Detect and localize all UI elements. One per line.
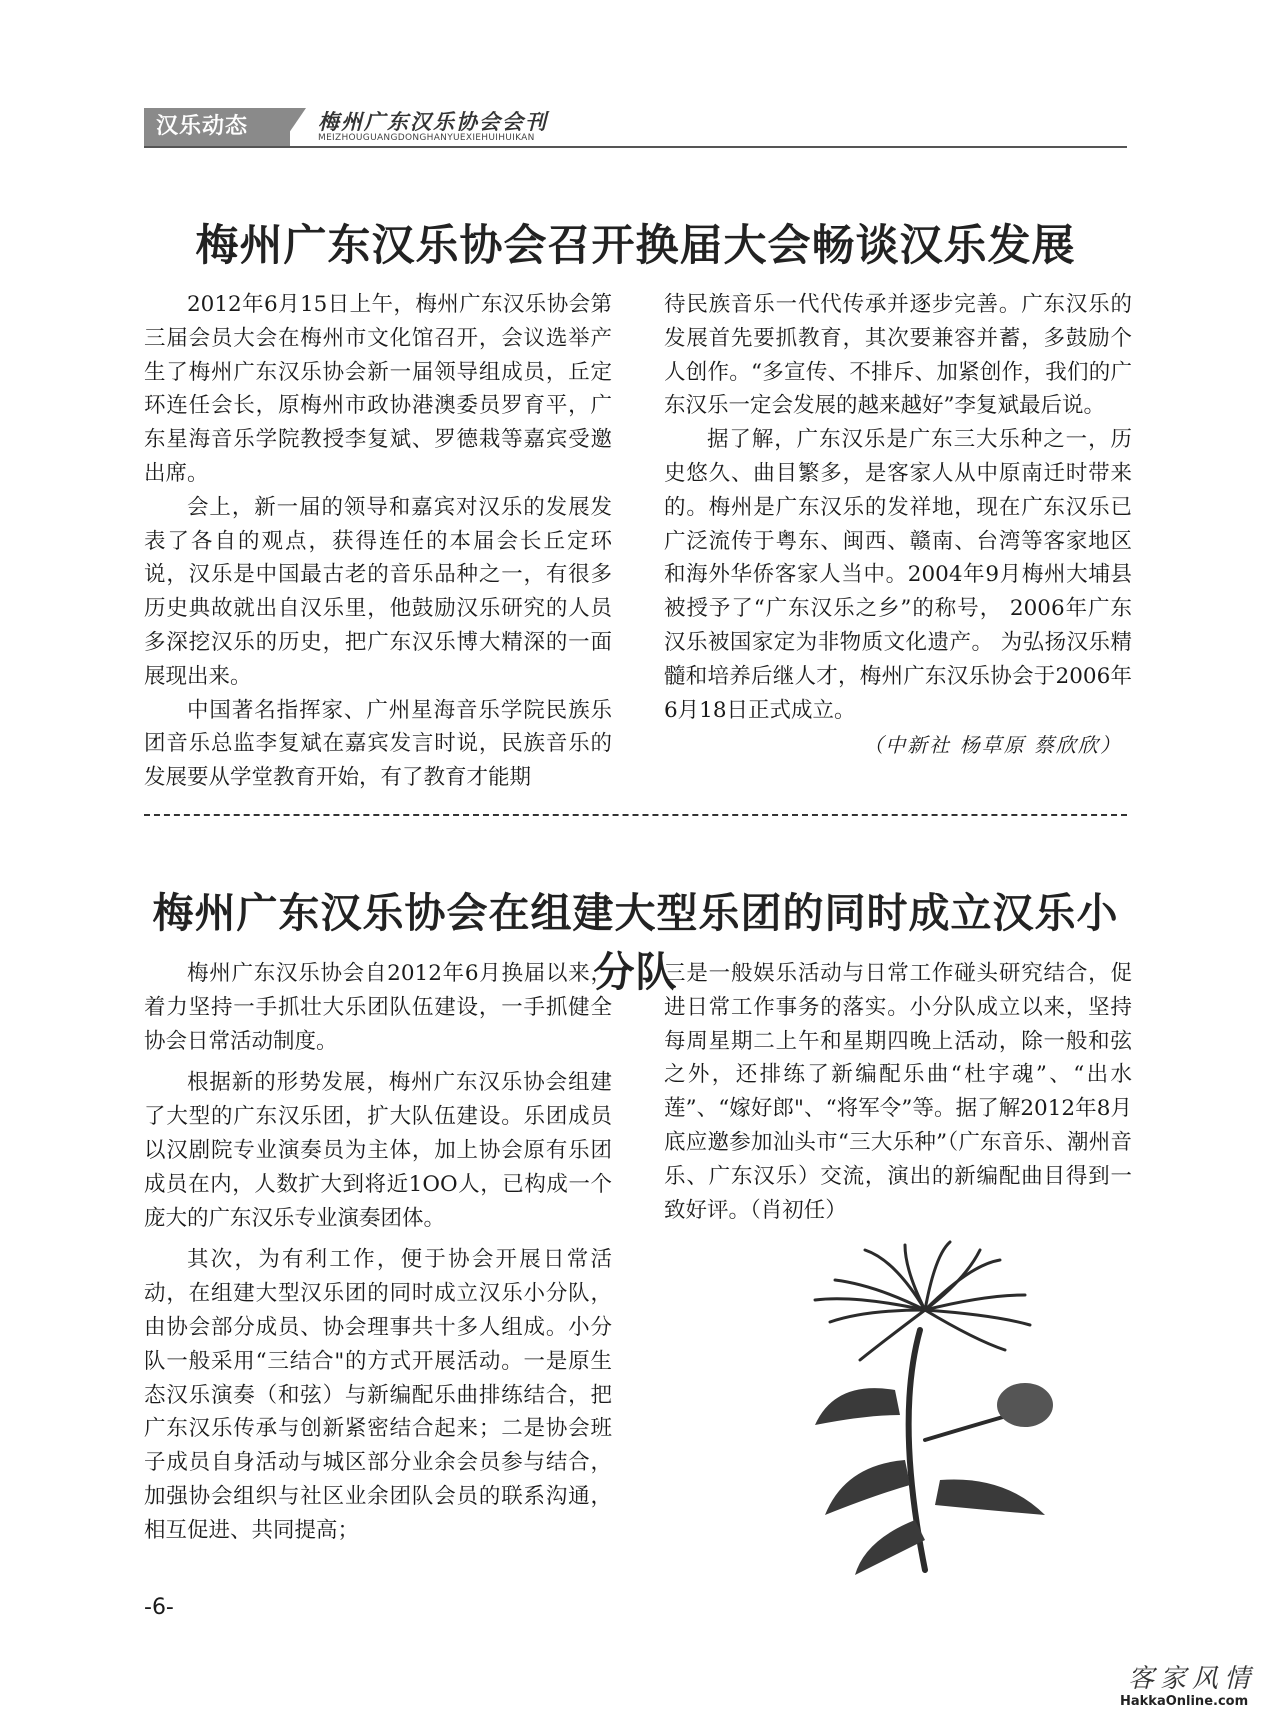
article1-paragraph-continued: 待民族音乐一代代传承并逐步完善。广东汉乐的发展首先要抓教育，其次要兼容并蓄，多鼓励个人创作。“多宣传、不排斥、加紧创作，我们的广东汉乐一定会发展的越来越好”李复斌最后说。 (664, 292, 1132, 419)
article2-paragraph: 梅州广东汉乐协会自2012年6月换届以来，着力坚持一手抓壮大乐团队伍建设，一手抓健全协会日常活动制度。 (144, 961, 612, 1054)
article2-headline: 梅州广东汉乐协会在组建大型乐团的同时成立汉乐小分队 (152, 889, 1119, 996)
article1-paragraph: 会上，新一届的领导和嘉宾对汉乐的发展发表了各自的观点，获得连任的本届会长丘定环说，汉乐是中国最古老的音乐品种之一，有很多历史典故就出自汉乐里，他鼓励汉乐研究的人员多深挖汉乐的历史，把广东汉乐博大精深的一面展现出来。 (144, 494, 612, 689)
article1-left-column (144, 288, 612, 795)
article1-right-column (664, 288, 1132, 763)
journal-pinyin: MEIZHOUGUANGDONGHANYUEXIEHUIHUIKAN (318, 133, 535, 143)
section-label: 汉乐动态 (144, 108, 290, 146)
article1-paragraph: 中国著名指挥家、广州星海音乐学院民族乐团音乐总监李复斌在嘉宾发言时说，民族音乐的发展要从学堂教育开始，有了教育才能期 (144, 697, 612, 791)
page-number: -6- (144, 1595, 174, 1620)
section-divider (144, 814, 1127, 816)
article2-paragraph: 其次，为有利工作，便于协会开展日常活动，在组建大型汉乐团的同时成立汉乐小分队，由协会部分成员、协会理事共十多人组成。小分队一般采用“三结合"的方式开展活动。一是原生态汉乐演奏（和弦）与新编配乐曲排练结合，把广东汉乐传承与创新紧密结合起来；二是协会班子成员自身活动与城区部分业余会员参与结合，加强协会组织与社区业余团队会员的联系沟通，相互促进、共同提高； (144, 1247, 612, 1543)
article1-headline: 梅州广东汉乐协会召开换届大会畅谈汉乐发展 (195, 221, 1076, 271)
chrysanthemum-illustration (775, 1240, 1105, 1580)
header-rule (144, 146, 1127, 148)
journal-title: 梅州广东汉乐协会会刊 (318, 109, 548, 134)
article1-paragraph: 2012年6月15日上午，梅州广东汉乐协会第三届会员大会在梅州市文化馆召开，会议选举产生了梅州广东汉乐协会新一届领导组成员，丘定环连任会长，原梅州市政协港澳委员罗育平，广东星海音乐学院教授李复斌、罗德栽等嘉宾受邀出席。 (144, 292, 612, 486)
watermark-url: HakkaOnline.com (1120, 1694, 1249, 1709)
article1-paragraph: 据了解，广东汉乐是广东三大乐种之一，历史悠久、曲目繁多，是客家人从中原南迁时带来的。梅州是广东汉乐的发祥地，现在广东汉乐已广泛流传于粤东、闽西、赣南、台湾等客家地区和海外华侨客家人当中。2004年9月梅州大埔县被授予了“广东汉乐之乡”的称号， 2006年广东汉乐被国家定为非物质文化遗产。 为弘扬汉乐精髓和培养后继人才，梅州广东汉乐协会于2006年6月18日正式成立。 (664, 427, 1132, 723)
article1-byline: （中新社 杨草原 蔡欣欣） (863, 733, 1122, 758)
section-label-notch (280, 108, 306, 146)
article2-left-column (144, 957, 612, 1556)
article2-paragraph: 根据新的形势发展，梅州广东汉乐协会组建了大型的广东汉乐团，扩大队伍建设。乐团成员以汉剧院专业演奏员为主体，加上协会原有乐团成员在内，人数扩大到将近1OO人，已构成一个庞大的广东汉乐专业演奏团体。 (144, 1070, 612, 1231)
watermark-chinese: 客家风情 (1128, 1664, 1257, 1694)
article2-right-column (664, 957, 1132, 1227)
article2-paragraph-continued: 三是一般娱乐活动与日常工作碰头研究结合，促进日常工作事务的落实。小分队成立以来，坚持每周星期二上午和星期四晚上活动，除一般和弦之外，还排练了新编配乐曲“杜宇魂”、“出水莲”、“嫁好郎"、“将军令”等。据了解2012年8月底应邀参加汕头市“三大乐种”（广东音乐、潮州音乐、广东汉乐）交流，演出的新编配曲目得到一致好评。（肖初任） (664, 961, 1132, 1223)
